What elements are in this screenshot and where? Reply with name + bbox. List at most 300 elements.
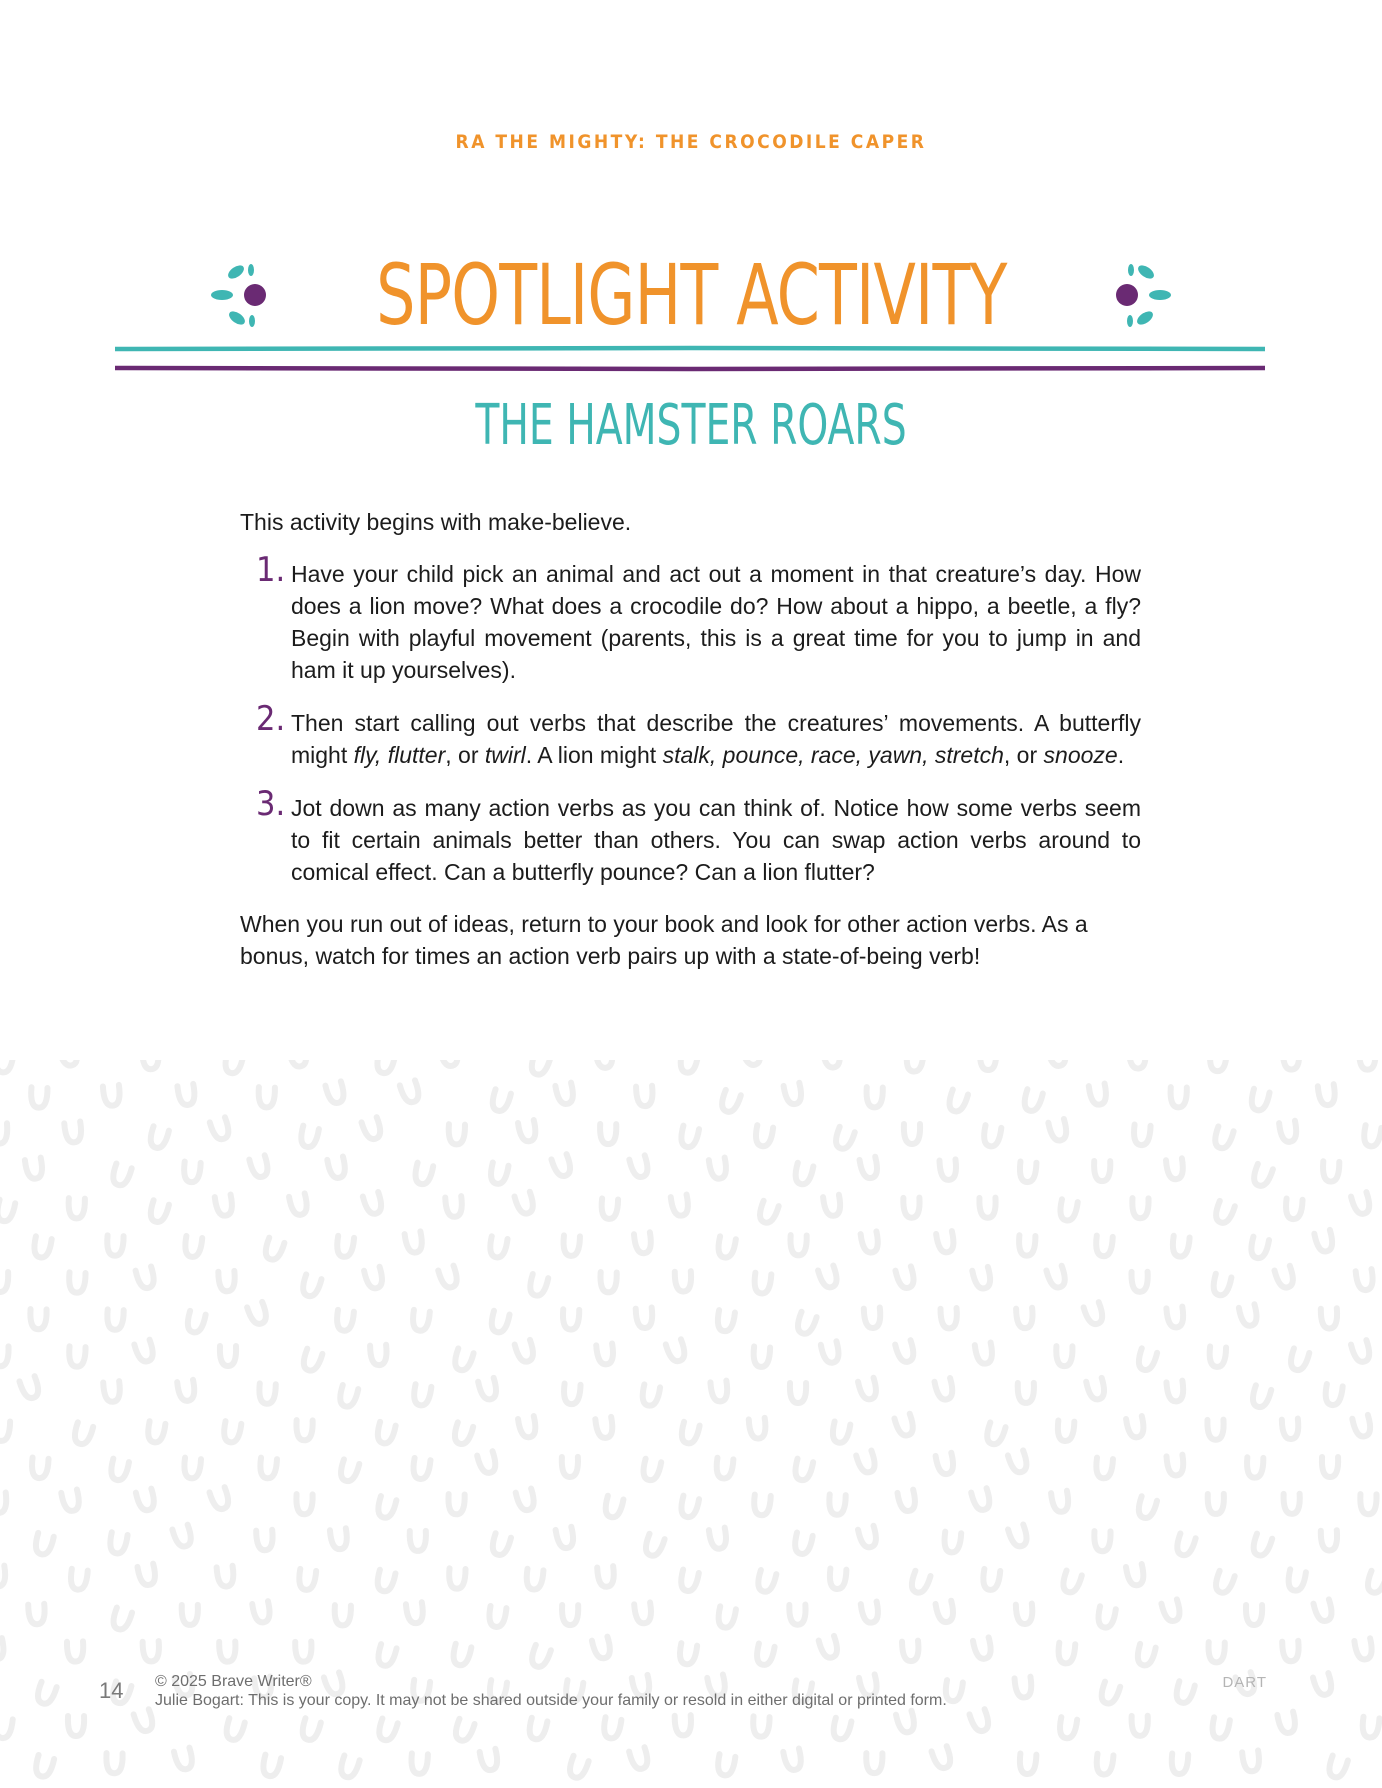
pattern-mark [1048,1119,1068,1142]
page-title: SPOTLIGHT ACTIVITY [375,246,1007,344]
pattern-mark [562,1309,579,1330]
pattern-mark [1095,1236,1113,1257]
pattern-mark [361,1117,383,1141]
pattern-mark [1249,1089,1269,1112]
pattern-mark [716,1236,736,1259]
pattern-mark [1360,1494,1376,1514]
pattern-mark [1022,1089,1043,1113]
pattern-mark [1126,1416,1146,1439]
pattern-mark [1210,1717,1230,1740]
pattern-mark [1365,1571,1382,1595]
pattern-mark [1288,1348,1309,1372]
pattern-mark [861,1231,880,1253]
pattern-mark [629,1747,650,1771]
pattern-mark [1019,1753,1037,1774]
pattern-mark [148,1200,169,1224]
pattern-mark [209,1487,231,1511]
pattern-mark [596,1343,614,1365]
footer-copyright [155,1672,947,1710]
pattern-mark [1314,1230,1335,1253]
pattern-mark [263,1238,285,1262]
pattern-mark [103,1085,121,1106]
pattern-mark [1249,1237,1269,1260]
pattern-mark [709,1158,728,1180]
pattern-mark [1207,1420,1224,1440]
pattern-mark [1008,1450,1030,1474]
pattern-mark [177,1380,196,1402]
pattern-mark [783,1083,803,1106]
pattern-mark [793,1459,813,1482]
pattern-mark [338,1755,359,1779]
pattern-mark [448,1124,465,1144]
pattern-mark [516,1488,537,1512]
pattern-mark [1284,1494,1300,1514]
pattern-mark [219,1641,236,1661]
pattern-mark [866,1753,882,1773]
pattern-mark [477,1451,498,1475]
pattern-mark [30,1309,47,1329]
pattern-mark [1166,1381,1184,1403]
pattern-mark [902,1641,919,1662]
pattern-mark [64,1121,82,1143]
pattern-mark [300,1274,321,1298]
pattern-mark [1212,1126,1233,1150]
pattern-mark [336,1236,355,1258]
pattern-mark [448,1494,465,1514]
pattern-mark [935,1453,955,1476]
step-item [240,699,1141,771]
pattern-mark [679,1570,699,1593]
pattern-mark [595,1060,614,1069]
pattern-mark [946,1090,968,1114]
pattern-mark [182,1605,198,1625]
pattern-mark [1089,1084,1108,1106]
pattern-mark [1095,1458,1113,1479]
pattern-mark [1126,1564,1146,1587]
pattern-mark [31,1458,49,1479]
pattern-mark [1274,1266,1295,1290]
pattern-mark [1170,1087,1187,1107]
pattern-mark [146,1421,165,1443]
pattern-mark [412,1384,431,1406]
pattern-mark [563,1384,581,1405]
pattern-mark [793,1163,813,1186]
pattern-mark [134,1709,156,1733]
title-rules [115,344,1265,374]
pattern-mark [903,1198,920,1218]
pattern-mark [1359,1060,1376,1070]
pattern-mark [601,1198,618,1219]
pattern-mark [0,1492,7,1513]
pattern-mark [183,1458,201,1479]
pattern-mark [172,1525,193,1549]
pattern-mark [106,1753,123,1773]
pattern-mark [143,1641,160,1662]
pattern-mark [975,1343,994,1365]
left-burst-icon [203,258,277,332]
pattern-mark [490,1089,511,1113]
pattern-mark [984,1422,1005,1446]
pattern-mark [1209,1060,1227,1072]
pattern-mark [679,1060,699,1074]
pattern-mark [338,1459,359,1483]
pattern-mark [256,1530,273,1551]
pattern-mark [1161,1599,1182,1623]
step-text: Then start calling out verbs that describe the creatures’ movements. A butterfly might fly, flutter, or twirl. A lion might stalk, pounce, race, yawn, stretch, or snooze. [291,710,1141,768]
pattern-mark [1246,1605,1262,1625]
pattern-mark [831,1421,851,1444]
pattern-mark [753,1716,770,1737]
pattern-mark [935,1601,955,1624]
pattern-mark [375,1570,395,1593]
pattern-mark [218,1271,235,1292]
pattern-mark [1313,1599,1334,1623]
pattern-mark [363,1192,384,1216]
pattern-mark [896,1711,917,1734]
pattern-mark [1321,1308,1338,1329]
pattern-mark [19,1376,41,1400]
pattern-mark [603,1496,623,1519]
pattern-mark [1056,1346,1072,1366]
pattern-mark [1282,1419,1299,1440]
pattern-mark [1352,1415,1373,1438]
pattern-mark [375,1060,395,1075]
pattern-mark [1058,1199,1077,1222]
pattern-mark [1239,1304,1259,1327]
pattern-mark [671,1194,690,1216]
pattern-mark [480,1749,500,1772]
pattern-mark [629,1155,650,1179]
pattern-mark [451,1644,471,1667]
pattern-mark [376,1496,397,1520]
pattern-mark [1166,1307,1184,1329]
pattern-mark [35,1682,57,1706]
pattern-mark [1086,1378,1107,1401]
pattern-mark [1129,1060,1147,1069]
pattern-mark [1322,1457,1338,1477]
pattern-mark [1096,1606,1116,1629]
pattern-mark [716,1606,736,1629]
pattern-mark [110,1608,132,1632]
pattern-mark [678,1643,697,1665]
copy-notice: Julie Bogart: This is your copy. It may not be shared outside your family or resold in either digital or printed form. [155,1692,947,1709]
pattern-mark [756,1570,777,1594]
pattern-mark [137,1564,157,1587]
pattern-mark [69,1346,86,1367]
pattern-mark [1166,1158,1185,1180]
pattern-mark [1046,1266,1067,1290]
pattern-mark [72,1422,93,1446]
footer-brand: DART [1222,1674,1267,1691]
pattern-mark [452,1348,473,1372]
pattern-mark [939,1159,957,1180]
pattern-mark [220,1346,236,1366]
pattern-mark [411,1310,429,1332]
pattern-mark [183,1162,201,1183]
pattern-mark [1171,1236,1189,1258]
pattern-mark [364,1267,385,1290]
pattern-mark [518,1120,538,1143]
pattern-mark [136,1489,157,1512]
pattern-mark [790,1235,807,1255]
pattern-mark [32,1236,51,1259]
step-number: 3. [256,784,286,824]
pattern-mark [300,1718,321,1742]
pattern-mark [679,1496,699,1519]
pattern-mark [716,1754,735,1776]
pattern-mark [488,1236,507,1258]
step-item [240,550,1141,686]
pattern-mark [856,1451,878,1475]
pattern-mark [866,1087,883,1107]
pattern-mark [602,1717,621,1739]
pattern-mark [1246,1457,1263,1478]
pattern-mark [528,1274,549,1297]
pattern-mark [1019,1161,1037,1182]
pattern-mark [136,1266,157,1290]
pattern-mark [555,1083,575,1106]
pattern-mark [643,1534,665,1558]
pattern-mark [296,1420,313,1440]
pattern-mark [215,1194,234,1216]
pattern-mark [1018,1383,1034,1403]
pattern-mark [790,1383,806,1403]
pattern-mark [897,1490,917,1513]
running-head: RA THE MIGHTY: THE CROCODILE CAPER [455,131,927,153]
pattern-mark [795,1312,817,1336]
pattern-mark [529,1060,551,1077]
pattern-mark [518,1416,538,1439]
pattern-mark [142,1060,159,1070]
pattern-mark [453,1719,475,1743]
pattern-mark [370,1345,387,1366]
pattern-mark [1321,1530,1338,1551]
pattern-mark [298,1569,317,1591]
pattern-mark [452,1422,473,1446]
pattern-mark [1136,1496,1157,1520]
pattern-mark [1132,1716,1148,1736]
section-subtitle: THE HAMSTER ROARS [475,393,907,458]
pattern-mark [757,1201,779,1225]
pattern-mark [556,1527,576,1550]
pattern-mark [861,1602,880,1624]
pattern-mark [68,1198,85,1218]
pattern-mark [0,1717,13,1739]
pattern-mark [1324,1384,1343,1406]
pattern-mark [1136,1348,1157,1372]
pattern-mark [819,1636,840,1660]
pattern-mark [1057,1643,1075,1665]
pattern-mark [288,1060,308,1068]
pattern-mark [103,1381,121,1402]
pattern-mark [972,1267,993,1290]
pattern-mark [295,1641,312,1661]
step-number: 1. [256,550,286,590]
pattern-mark [185,1311,205,1334]
pattern-mark [982,1125,1001,1147]
pattern-mark [438,1266,460,1290]
pattern-mark [858,1378,879,1401]
pattern-mark [1251,1164,1273,1188]
pattern-mark [905,1060,923,1072]
pattern-mark [1285,1199,1303,1220]
pattern-mark [793,1533,813,1556]
pattern-mark [1313,1673,1334,1697]
right-burst-icon [1105,258,1179,332]
pattern-mark [864,1308,882,1329]
pattern-mark [1174,1533,1195,1557]
pattern-mark [177,1084,196,1106]
pattern-mark [679,1126,699,1149]
copyright-line: © 2025 Brave Writer® [155,1673,312,1690]
pattern-mark [1131,1272,1147,1292]
pattern-mark [59,1060,80,1068]
pattern-mark [224,1718,245,1742]
pattern-mark [0,1123,8,1144]
pattern-mark [514,1192,535,1216]
pattern-mark [904,1124,920,1144]
pattern-mark [1083,1302,1105,1326]
pattern-mark [174,1748,195,1771]
pattern-mark [969,1709,991,1733]
pattern-mark [1283,1060,1300,1070]
pattern-mark [595,1417,614,1439]
pattern-mark [1047,1060,1068,1068]
pattern-mark [529,1645,551,1669]
pattern-mark [634,1232,653,1254]
pattern-mark [1351,1340,1372,1364]
pattern-mark [1018,1235,1035,1256]
pattern-mark [61,1489,81,1512]
pattern-mark [406,1602,425,1624]
pattern-mark [109,1459,129,1482]
pattern-mark [0,1200,15,1223]
pattern-mark [69,1569,87,1591]
pattern-mark [107,1309,124,1330]
pattern-mark [1014,1677,1032,1699]
pattern-mark [217,1566,235,1588]
pattern-mark [789,1605,806,1625]
pattern-mark [710,1381,728,1403]
pattern-mark [1361,1717,1379,1739]
pattern-mark [754,1125,773,1147]
title-row [0,240,1382,350]
pattern-mark [489,1162,509,1185]
pattern-mark [943,1532,961,1553]
pattern-mark [67,1641,84,1661]
pattern-mark [327,1157,347,1180]
pattern-mark [525,1569,543,1591]
pattern-mark [0,1566,7,1588]
pattern-mark [1057,1420,1075,1441]
pattern-mark [973,1637,993,1660]
page-number: 14 [99,1678,124,1703]
pattern-mark [592,1637,613,1660]
pattern-mark [490,1533,511,1557]
pattern-mark [515,1340,536,1364]
pattern-mark [980,1060,996,1070]
pattern-mark [261,1755,281,1778]
pattern-mark [148,1126,169,1150]
pattern-mark [1277,1712,1297,1735]
pattern-mark [829,1568,847,1589]
pattern-mark [30,1087,47,1108]
pattern-mark [325,1081,346,1105]
pattern-mark [478,1378,499,1401]
pattern-mark [1016,1604,1033,1625]
pattern-mark [299,1126,319,1149]
pattern-mark [489,1311,509,1334]
pattern-mark [1135,1644,1156,1667]
pattern-mark [1322,1161,1339,1182]
pattern-mark [858,1526,879,1549]
pattern-mark [821,1341,841,1364]
pattern-mark [69,1272,86,1293]
pattern-mark [1282,1641,1299,1662]
pattern-mark [210,1117,232,1141]
pattern-mark [375,1422,395,1445]
pattern-mark [1211,1274,1231,1297]
pattern-mark [1008,1524,1030,1548]
pattern-mark [258,1087,275,1107]
pattern-mark [909,1571,931,1595]
pattern-mark [982,1569,1001,1591]
pattern-mark [1166,1455,1184,1477]
pattern-mark [1058,1717,1077,1739]
pattern-mark [184,1236,203,1258]
pattern-mark [330,1528,349,1550]
pattern-mark [1095,1754,1113,1776]
pattern-mark [679,1422,699,1445]
pattern-mark [709,1528,728,1550]
pattern-mark [753,1495,771,1516]
pattern-mark [68,1716,84,1736]
pattern-mark [567,1756,589,1780]
pattern-mark [1351,1192,1372,1216]
pattern-mark [249,1155,270,1179]
pattern-mark [410,1531,426,1551]
steps-list [240,550,1141,888]
pattern-mark [741,1060,763,1067]
pattern-mark [0,1060,13,1074]
pattern-mark [445,1196,463,1217]
pattern-mark [488,1606,507,1628]
pattern-mark [895,1340,916,1364]
step-text: Jot down as many action verbs as you can think of. Notice how some verbs seem to fit certain animals better than others. You can swap action verbs around to comical effect. Can a butterfly pounce? Can a lion flutter? [291,795,1141,885]
pattern-mark [405,1231,424,1253]
pattern-mark [818,1265,840,1289]
closing-text: When you run out of ideas, return to your book and look for other action verbs. As a bonus, watch for times an action verb pairs up with a state-of-being verb! [240,911,1088,969]
pattern-mark [1362,1125,1381,1147]
pattern-mark [336,1310,354,1332]
pattern-mark [33,1755,54,1778]
pattern-mark [753,1346,770,1367]
pattern-mark [636,1086,653,1107]
pattern-mark [1326,1755,1348,1779]
pattern-mark [934,1378,954,1401]
pattern-mark [412,1458,431,1480]
pattern-mark [822,1060,841,1069]
pattern-mark [895,1266,916,1290]
pattern-mark [107,1235,124,1256]
pattern-mark [439,1060,460,1068]
pattern-mark [1354,1638,1373,1661]
pattern-mark [376,1718,397,1742]
pattern-mark [1060,1570,1082,1594]
pattern-mark [1209,1346,1226,1367]
pattern-mark [33,1533,54,1556]
pattern-mark [1213,1571,1235,1595]
